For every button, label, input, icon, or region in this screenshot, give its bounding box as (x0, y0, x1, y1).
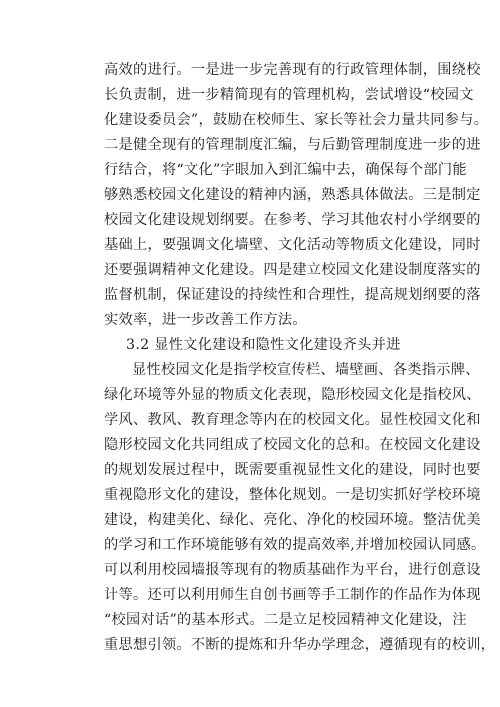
paragraph-2-line-5: 的规划发展过程中，既需要重视显性文化的建设，同时也要 (104, 462, 481, 478)
paragraph-1-line-1: 高效的进行。一是进一步完善现有的行政管理体制，围绕校 (104, 62, 481, 78)
paragraph-2-line-11: “校园对话”的基本形式。二是立足校园精神文化建设，注 (104, 612, 467, 628)
paragraph-2-line-12: 重思想引领。不断的提炼和升华办学理念，遵循现有的校训， (104, 637, 496, 653)
paragraph-2-line-10: 计等。还可以利用师生自创书画等手工制作的作品作为体现 (104, 587, 481, 603)
paragraph-1-line-2: 长负责制，进一步精简现有的管理机构，尝试增设“校园文 (104, 87, 474, 103)
paragraph-2-line-7: 建设，构建美化、绿化、亮化、净化的校园环境。整洁优美 (104, 512, 481, 528)
paragraph-1-line-8: 基础上，要强调文化墙壁、文化活动等物质文化建设，同时 (104, 237, 481, 253)
paragraph-1-line-7: 校园文化建设规划纲要。在参考、学习其他农村小学纲要的 (104, 212, 481, 228)
paragraph-1-line-11: 实效率，进一步改善工作方法。 (104, 312, 307, 328)
paragraph-1-line-4: 二是健全现有的管理制度汇编，与后勤管理制度进一步的进 (104, 137, 481, 153)
paragraph-1-line-9: 还要强调精神文化建设。四是建立校园文化建设制度落实的 (104, 262, 481, 278)
paragraph-2-line-1: 显性校园文化是指学校宣传栏、墙壁画、各类指示牌、 (132, 362, 480, 378)
paragraph-1-line-5: 行结合，将“文化”字眼加入到汇编中去，确保每个部门能 (104, 162, 467, 178)
paragraph-2-line-6: 重视隐形文化的建设，整体化规划。一是切实抓好学校环境 (104, 487, 481, 503)
section-heading: 3.2 显性文化建设和隐性文化建设齐头并进 (126, 337, 401, 353)
paragraph-2-line-4: 隐形校园文化共同组成了校园文化的总和。在校园文化建设 (104, 437, 481, 453)
paragraph-2-line-8: 的学习和工作环境能够有效的提高效率,并增加校园认同感。 (104, 537, 486, 553)
paragraph-1-line-3: 化建设委员会”，鼓励在校师生、家长等社会力量共同参与。 (104, 112, 489, 128)
paragraph-1-line-10: 监督机制，保证建设的持续性和合理性，提高规划纲要的落 (104, 287, 481, 303)
paragraph-1-line-6: 够熟悉校园文化建设的精神内涵，熟悉具体做法。三是制定 (104, 187, 481, 203)
paragraph-2-line-3: 学风、教风、教育理念等内在的校园文化。显性校园文化和 (104, 412, 481, 428)
paragraph-2-line-9: 可以利用校园墙报等现有的物质基础作为平台，进行创意设 (104, 562, 481, 578)
paragraph-2-line-2: 绿化环境等外显的物质文化表现，隐形校园文化是指校风、 (104, 387, 481, 403)
